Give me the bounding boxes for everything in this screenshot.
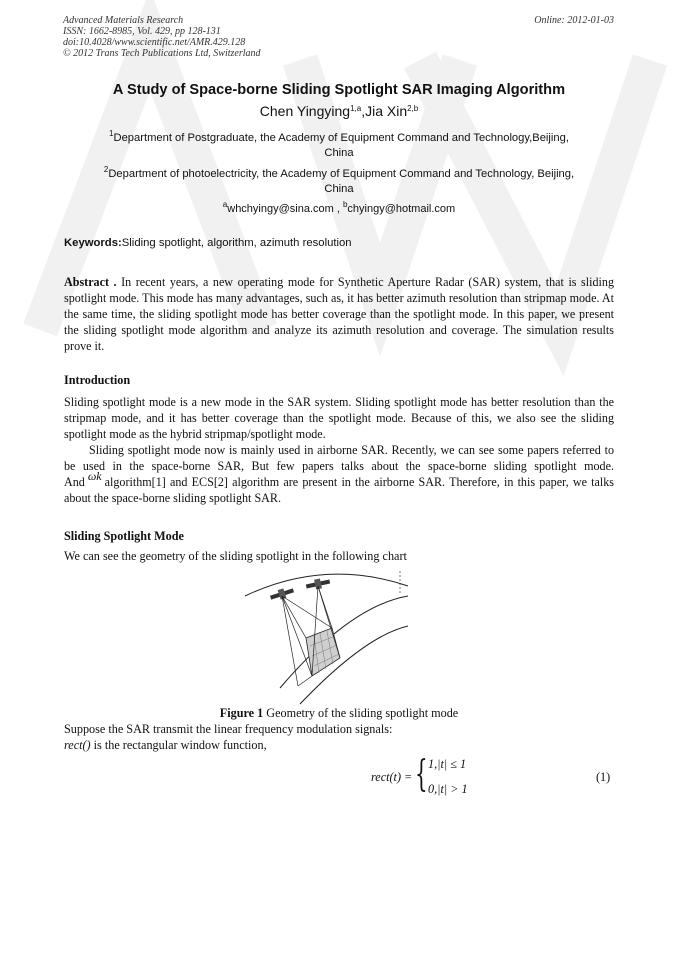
affiliation-1	[64, 131, 614, 161]
keywords-label: Keywords:	[64, 237, 122, 249]
doi: doi:10.4028/www.scientific.net/AMR.429.128	[63, 37, 246, 48]
aff2-cont: China	[324, 183, 354, 195]
equation-brace: {	[415, 754, 428, 795]
signal-sentence: Suppose the SAR transmit the linear frequency modulation signals:	[64, 722, 393, 736]
emails	[64, 200, 614, 215]
online-date: Online: 2012-01-03	[534, 15, 614, 26]
email-a-sup: a	[222, 200, 228, 209]
omega-k-symbol: ωk	[87, 469, 102, 483]
abstract	[64, 274, 614, 354]
caption-label: Figure 1	[219, 706, 264, 720]
author-2: Jia Xin	[365, 103, 408, 119]
keywords	[64, 237, 352, 249]
equation-lhs: rect(t) =	[371, 770, 413, 784]
intro-paragraph-2: Sliding spotlight mode now is mainly used in airborne SAR. Recently, we can see some papers referred to be used in the space-borne SAR, But few papers talks about the space-borne sliding spotlight mode. And ωk algorithm[1] and ECS[2] algorithm are present in the airborne SAR. Therefore, in this paper, we talks about the space-borne sliding spotlight SAR.	[64, 443, 614, 505]
figure-caption	[64, 706, 614, 721]
abstract-text: In recent years, a new operating mode for Synthetic Aperture Radar (SAR) system, that is sliding spotlight mode. This mode has many advantages, such as, it has better azimuth resolution than stripmap mode. At the same time, the sliding spotlight mode has better coverage than the spotlight mode. In this paper, we present the sliding spotlight mode algorithm and analyze its azimuth resolution and coverage. The simulation results prove it.	[64, 275, 614, 353]
aff2-text: Department of photoelectricity, the Academy of Equipment Command and Technology, Beijing,	[108, 168, 575, 180]
equation-number: (1)	[596, 770, 611, 784]
email-b: chyingy@hotmail.com	[347, 203, 456, 215]
introduction-body	[64, 394, 614, 506]
sliding-heading: Sliding Spotlight Mode	[64, 529, 184, 543]
author-2-sup: 2,b	[407, 104, 419, 113]
equation-1	[371, 754, 481, 799]
author-1-sup: 1,a	[350, 104, 362, 113]
aff2-sup: 2	[103, 165, 109, 174]
geometry-figure	[240, 566, 410, 706]
abstract-label: Abstract .	[64, 275, 117, 289]
orbit-arc	[245, 574, 408, 596]
equation-case-2: 0,|t| > 1	[428, 782, 468, 796]
aff1-text: Department of Postgraduate, the Academy of Equipment Command and Technology,Beijing,	[113, 132, 569, 144]
paper-title: A Study of Space-borne Sliding Spotlight SAR Imaging Algorithm	[112, 82, 566, 98]
introduction-heading: Introduction	[64, 373, 131, 387]
aff1-cont: China	[324, 147, 354, 159]
aff1-sup: 1	[109, 129, 114, 138]
authors	[64, 103, 614, 119]
email-b-sup: b	[342, 200, 348, 209]
email-a: whchyingy@sina.com ,	[227, 203, 340, 215]
keywords-text: Sliding spotlight, algorithm, azimuth resolution	[121, 237, 352, 249]
author-1: Chen Yingying	[259, 103, 351, 119]
issn: ISSN: 1662-8985, Vol. 429, pp 128-131	[63, 26, 221, 37]
author-separator: ,	[361, 103, 366, 119]
affiliation-2	[64, 167, 614, 197]
rect-sentence	[64, 738, 267, 753]
rect-function: rect()	[64, 738, 91, 752]
caption-text: Geometry of the sliding spotlight mode	[263, 706, 459, 720]
journal-header	[63, 15, 261, 59]
sliding-paragraph: We can see the geometry of the sliding spotlight in the following chart	[64, 549, 407, 563]
copyright: © 2012 Trans Tech Publications Ltd, Switzerland	[63, 48, 261, 59]
rect-description: is the rectangular window function,	[90, 738, 267, 752]
intro-paragraph-1: Sliding spotlight mode is a new mode in the SAR system. Sliding spotlight mode has better resolution than the stripmap mode, and it has better coverage than the spotlight mode. Because of this, we also see the sliding spotlight mode as the hybrid stripmap/spotlight mode.	[64, 395, 614, 441]
journal-name: Advanced Materials Research	[63, 15, 184, 26]
satellite-1	[269, 586, 295, 603]
equation-case-1: 1,|t| ≤ 1	[428, 757, 467, 771]
